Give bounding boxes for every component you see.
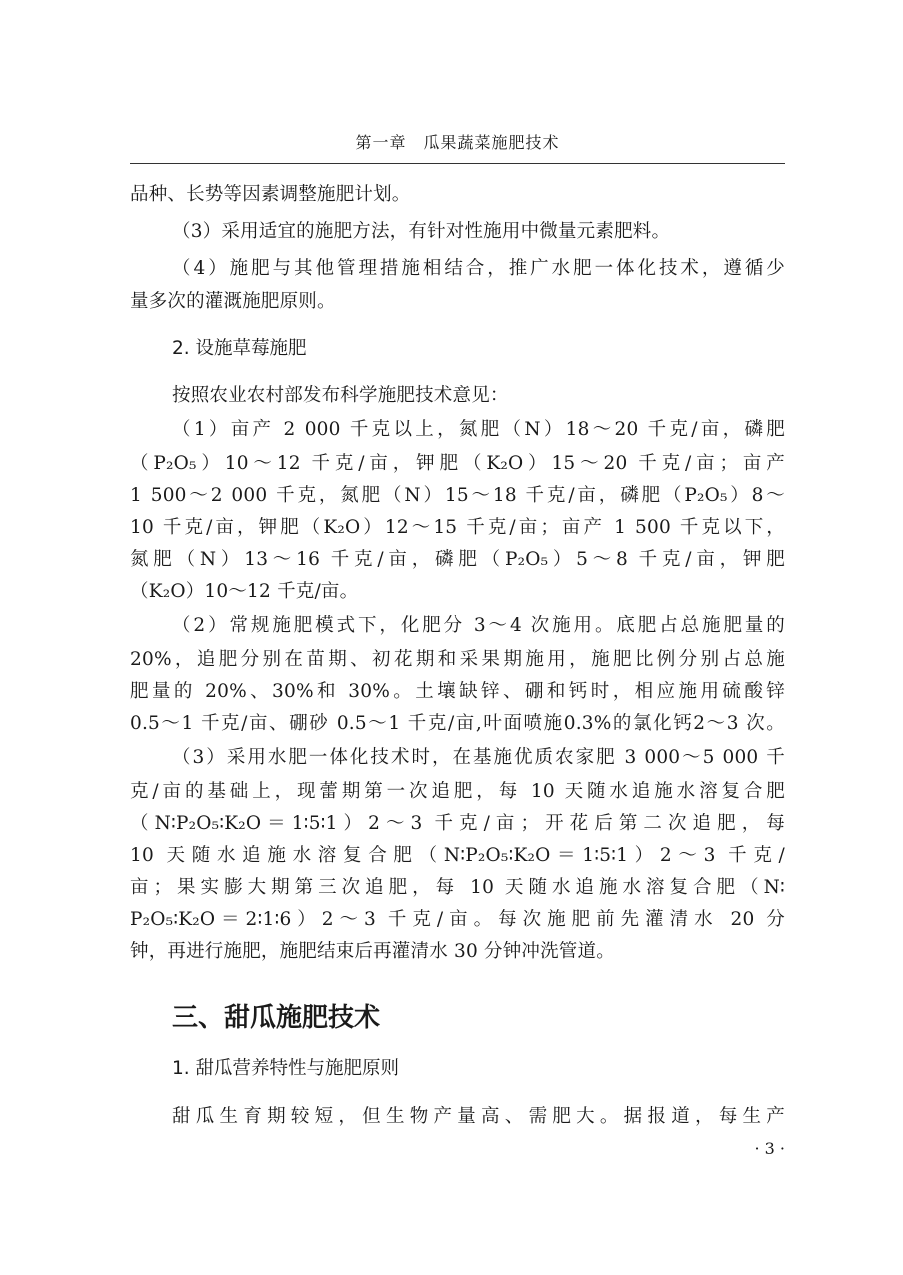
body-line: （N∶P₂O₅∶K₂O＝1∶5∶1）2～3 千克/亩；开花后第二次追肥，每 [130,813,785,834]
body-line: 品种、长势等因素调整施肥计划。 [130,184,411,205]
running-header: 第一章 瓜果蔬菜施肥技术 [355,133,560,152]
body-line: 10 天随水追施水溶复合肥（N∶P₂O₅∶K₂O＝1∶5∶1）2～3 千克/ [130,845,785,866]
body-line: （3）采用适宜的施肥方法，有针对性施用中微量元素肥料。 [172,221,671,242]
body-line: （3）采用水肥一体化技术时，在基施优质农家肥 3 000～5 000 千 [172,747,785,768]
header-rule [130,163,785,164]
body-line: 0.5～1 千克/亩、硼砂 0.5～1 千克/亩,叶面喷施0.3%的氯化钙2～3 次。 [130,713,785,734]
body-line: 甜瓜生育期较短，但生物产量高、需肥大。据报道，每生产 [172,1106,785,1127]
body-line: 肥量的 20%、30%和 30%。土壤缺锌、硼和钙时，相应施用硫酸锌 [130,681,785,702]
section-heading-melon: 三、甜瓜施肥技术 [172,1003,381,1033]
body-line: （4）施肥与其他管理措施相结合，推广水肥一体化技术，遵循少 [172,258,785,279]
body-line: （P₂O₅）10～12 千克/亩，钾肥（K₂O）15～20 千克/亩；亩产 [130,453,785,474]
body-line: （K₂O）10～12 千克/亩。 [130,581,359,602]
page-number: · 3 · [754,1139,785,1158]
body-line: 亩；果实膨大期第三次追肥，每 10 天随水追施水溶复合肥（N∶ [130,877,785,898]
body-line: （2）常规施肥模式下，化肥分 3～4 次施用。底肥占总施肥量的 [172,615,785,636]
body-line: P₂O₅∶K₂O＝2∶1∶6）2～3 千克/亩。每次施肥前先灌清水 20 分 [130,909,785,930]
body-line: 克/亩的基础上，现蕾期第一次追肥，每 10 天随水追施水溶复合肥 [130,781,785,802]
subheading-strawberry: 2. 设施草莓施肥 [172,338,307,359]
body-line: （1）亩产 2 000 千克以上，氮肥（N）18～20 千克/亩，磷肥 [172,419,785,440]
body-line: 按照农业农村部发布科学施肥技术意见： [172,385,509,406]
body-line: 钟，再进行施肥，施肥结束后再灌清水 30 分钟冲洗管道。 [130,941,615,962]
body-line: 10 千克/亩，钾肥（K₂O）12～15 千克/亩；亩产 1 500 千克以下， [130,517,785,538]
subheading-melon: 1. 甜瓜营养特性与施肥原则 [172,1058,400,1079]
body-line: 20%，追肥分别在苗期、初花期和采果期施用，施肥比例分别占总施 [130,649,785,670]
body-line: 1 500～2 000 千克，氮肥（N）15～18 千克/亩，磷肥（P₂O₅）8～ [130,485,785,506]
body-line: 氮肥（N）13～16 千克/亩，磷肥（P₂O₅）5～8 千克/亩，钾肥 [130,549,785,570]
body-line: 量多次的灌溉施肥原则。 [130,291,336,312]
